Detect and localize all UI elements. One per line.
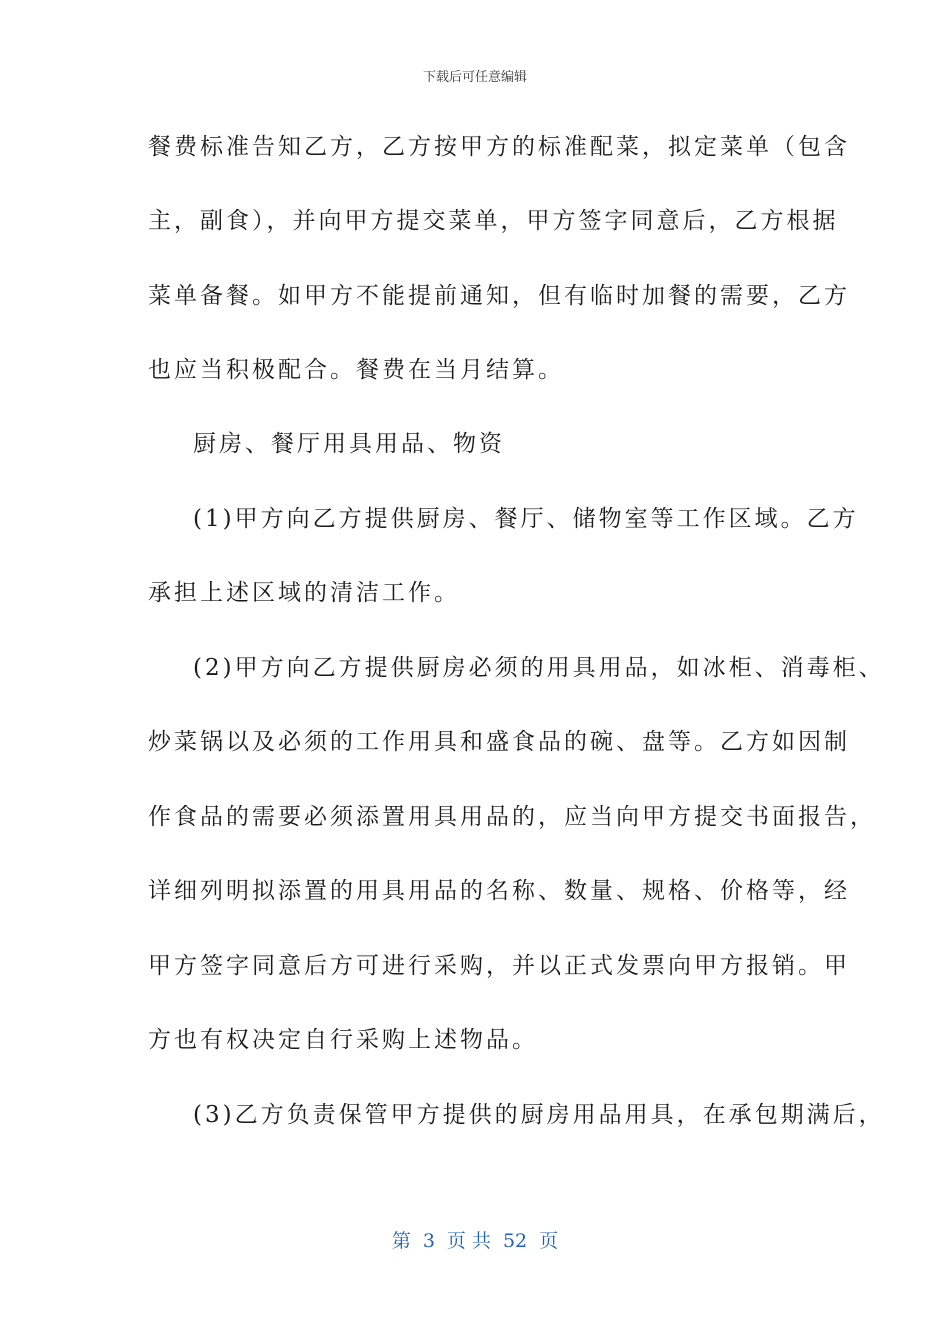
body-line: 炒菜锅以及必须的工作用具和盛食品的碗、盘等。乙方如因制 <box>148 729 850 755</box>
body-line: (1)甲方向乙方提供厨房、餐厅、储物室等工作区域。乙方 <box>193 506 859 532</box>
section-heading: 厨房、餐厅用具用品、物资 <box>193 431 505 457</box>
body-line: (2)甲方向乙方提供厨房必须的用具用品，如冰柜、消毒柜、 <box>193 655 885 681</box>
footer-suffix: 页 <box>539 1230 559 1252</box>
body-line: 详细列明拟添置的用具用品的名称、数量、规格、价格等，经 <box>148 878 850 904</box>
body-line: (3)乙方负责保管甲方提供的厨房用品用具，在承包期满后， <box>193 1102 885 1128</box>
body-line: 也应当积极配合。餐费在当月结算。 <box>148 357 564 383</box>
body-line: 甲方签字同意后方可进行采购，并以正式发票向甲方报销。甲 <box>148 953 850 979</box>
body-line: 菜单备餐。如甲方不能提前通知，但有临时加餐的需要，乙方 <box>148 283 850 309</box>
body-line: 主，副食），并向甲方提交菜单，甲方签字同意后，乙方根据 <box>148 208 839 234</box>
footer-prefix: 第 <box>391 1230 411 1252</box>
body-line: 方也有权决定自行采购上述物品。 <box>148 1027 538 1053</box>
body-line: 承担上述区域的清洁工作。 <box>148 580 460 606</box>
body-line: 作食品的需要必须添置用具用品的，应当向甲方提交书面报告， <box>148 804 876 830</box>
body-line: 餐费标准告知乙方，乙方按甲方的标准配菜，拟定菜单（包含 <box>148 134 850 160</box>
header-note: 下载后可任意编辑 <box>422 70 527 85</box>
current-page-number: 3 <box>422 1230 435 1252</box>
page-footer <box>0 1226 950 1253</box>
footer-middle: 页 共 <box>446 1230 491 1252</box>
total-pages-number: 52 <box>502 1230 528 1252</box>
